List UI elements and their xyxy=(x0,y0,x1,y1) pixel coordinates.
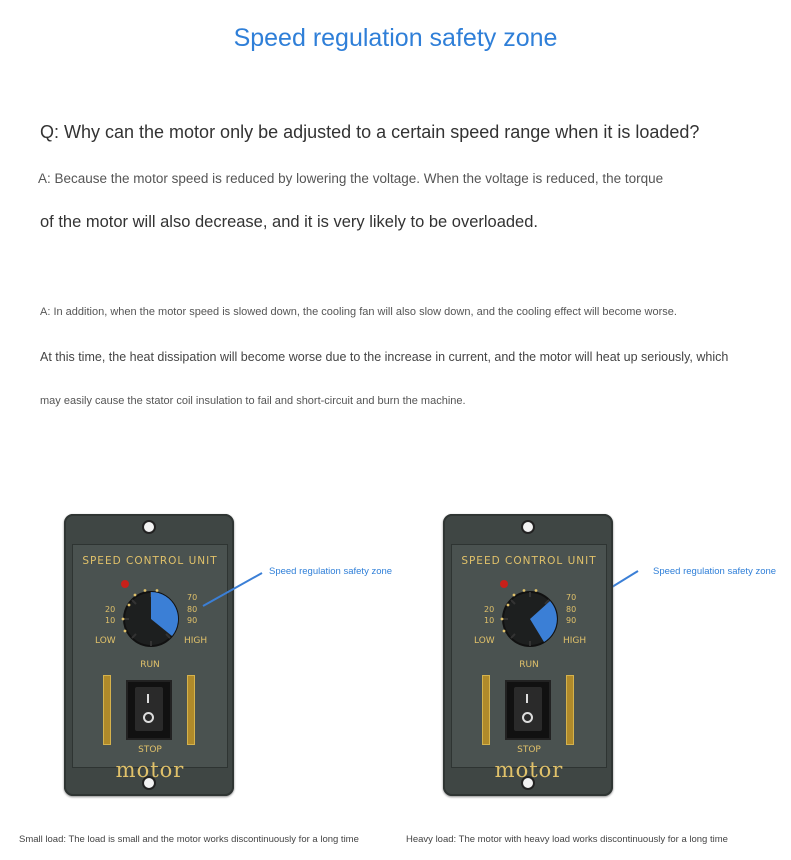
answer1-line1: A: Because the motor speed is reduced by lowering the voltage. When the voltage is reduced, the torque xyxy=(38,171,664,186)
low-label: LOW xyxy=(474,636,495,646)
gold-strip xyxy=(566,675,574,745)
mounting-hole-icon xyxy=(521,520,535,534)
scale-10: 10 xyxy=(105,616,116,625)
question-text: Q: Why can the motor only be adjusted to a certain speed range when it is loaded? xyxy=(40,122,700,142)
stop-label: STOP xyxy=(517,745,541,755)
low-label: LOW xyxy=(95,636,116,646)
speed-control-unit-heavy-load xyxy=(443,514,613,796)
high-label: HIGH xyxy=(184,636,208,646)
caption-small-load: Small load: The load is small and the motor works discontinuously for a long time xyxy=(19,834,359,845)
scale-80: 80 xyxy=(187,605,198,614)
scale-90: 90 xyxy=(187,616,198,625)
scale-70: 70 xyxy=(187,593,198,602)
safety-zone-annotation: Speed regulation safety zone xyxy=(653,566,777,577)
answer2-line3: may easily cause the stator coil insulation to fail and short-circuit and burn the machine. xyxy=(40,395,466,407)
panel-title: SPEED CONTROL UNIT xyxy=(461,555,597,567)
page-title: Speed regulation safety zone xyxy=(233,24,558,52)
scale-70: 70 xyxy=(566,593,577,602)
scale-80: 80 xyxy=(566,605,577,614)
scale-20: 20 xyxy=(484,605,495,614)
scale-90: 90 xyxy=(566,616,577,625)
control-face xyxy=(451,544,607,782)
scale-20: 20 xyxy=(105,605,116,614)
answer2-line2: At this time, the heat dissipation will become worse due to the increase in current, and the motor will heat up seriously, which xyxy=(40,350,729,364)
run-label: RUN xyxy=(519,660,539,670)
rocker-switch[interactable] xyxy=(505,680,551,740)
answer1-line2: of the motor will also decrease, and it is very likely to be overloaded. xyxy=(40,213,538,231)
scale-10: 10 xyxy=(484,616,495,625)
run-label: RUN xyxy=(140,660,160,670)
brand-logo: motor xyxy=(115,758,185,782)
panel-title: SPEED CONTROL UNIT xyxy=(82,555,218,567)
safety-zone-annotation: Speed regulation safety zone xyxy=(269,566,393,577)
brand-logo: motor xyxy=(494,758,564,782)
gold-strip xyxy=(482,675,490,745)
answer2-line1: A: In addition, when the motor speed is slowed down, the cooling fan will also slow down, and the cooling effect will become worse. xyxy=(40,306,677,318)
caption-heavy-load: Heavy load: The motor with heavy load works discontinuously for a long time xyxy=(406,834,728,845)
stop-label: STOP xyxy=(138,745,162,755)
safety-zone-sector xyxy=(500,589,560,649)
power-led-icon xyxy=(500,580,508,588)
high-label: HIGH xyxy=(563,636,587,646)
